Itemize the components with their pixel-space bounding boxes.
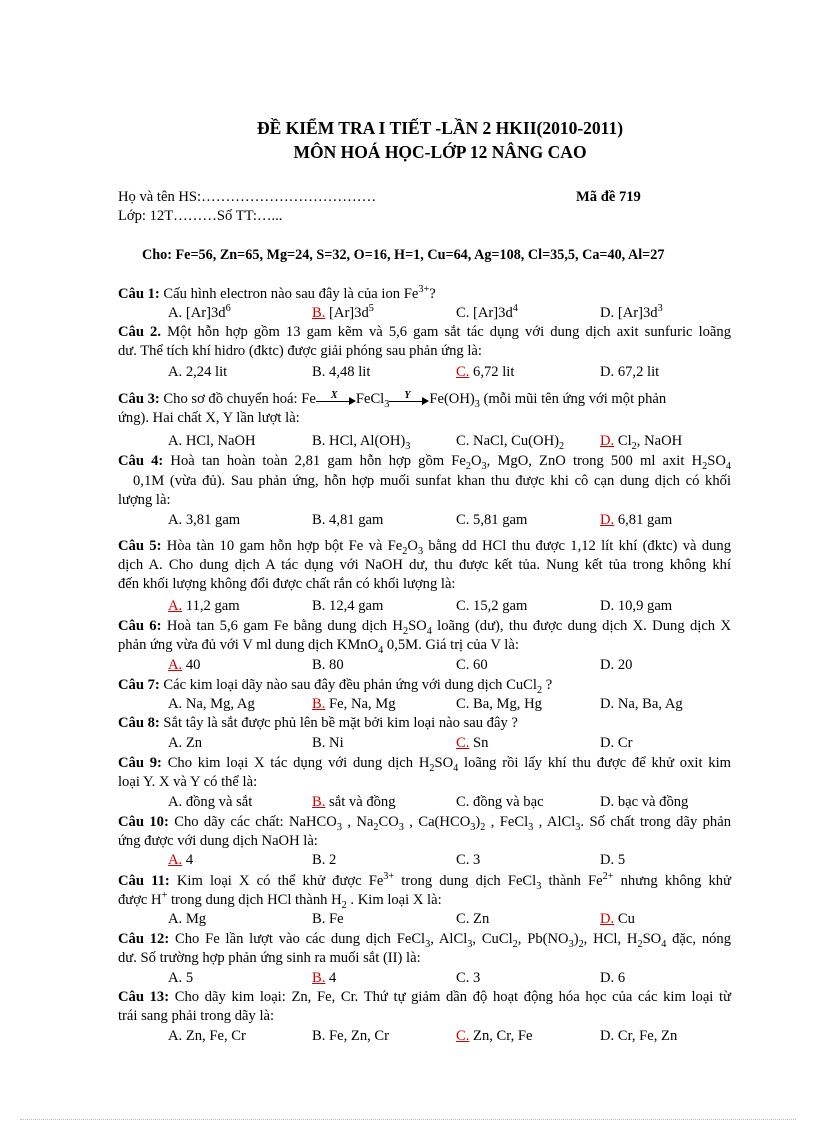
q10-option-b[interactable]: B. 2 [312,852,337,868]
question-2: Câu 2. Một hỗn hợp gồm 13 gam kẽm và 5,6 gam sắt tác dụng với dung dịch axit sunfuric loãng [118,324,731,340]
q9-option-b[interactable]: B. sắt và đồng [312,794,396,810]
q6-option-b[interactable]: B. 80 [312,657,344,673]
question-3-cont: ứng). Hai chất X, Y lần lượt là: [118,410,300,426]
question-12-cont: dư. Số trường hợp phản ứng sinh ra muối sắt (II) là: [118,950,421,966]
question-4-cont2: lượng là: [118,492,171,508]
q2-option-c[interactable]: C. 6,72 lit [456,364,515,380]
q5-option-a[interactable]: A. 11,2 gam [168,598,240,614]
q10-option-c[interactable]: C. 3 [456,852,481,868]
q11-option-a[interactable]: A. Mg [168,911,207,927]
question-4: Câu 4: Hoà tan hoàn toàn 2,81 gam hỗn hợp gồm $Fe_2O_3$, MgO, ZnO trong 500 ml axit $H_2SO_4$ [118,453,731,472]
q4-option-c[interactable]: C. 5,81 gam [456,512,528,528]
question-5-cont2: đến khối lượng không đổi được chất rắn có khối lượng là: [118,576,456,592]
q1-option-b[interactable]: B. $[Ar]3d^5$ [312,303,374,321]
q13-option-b[interactable]: B. Fe, Zn, Cr [312,1028,390,1044]
question-10-cont: ứng được với dung dịch NaOH là: [118,833,318,849]
q13-option-c[interactable]: C. Zn, Cr, Fe [456,1028,533,1044]
q6-option-d[interactable]: D. 20 [600,657,633,673]
q9-option-a[interactable]: A. đồng và sắt [168,794,253,810]
q9-option-d[interactable]: D. bạc và đồng [600,794,689,810]
question-5-cont: dịch A. Cho dung dịch A tác dụng với NaOH dư, thu được kết tủa. Nung kết tủa trong không khí [118,557,732,573]
q7-option-b[interactable]: B. Fe, Na, Mg [312,696,396,712]
question-5: Câu 5: Hòa tàn 10 gam hỗn hợp bột Fe và $Fe_2O_3$ bằng dd HCl thu được 1,12 lít khí (đktc) và dung [118,538,732,557]
q5-option-c[interactable]: C. 15,2 gam [456,598,528,614]
q4-option-a[interactable]: A. 3,81 gam [168,512,241,528]
q7-option-c[interactable]: C. Ba, Mg, Hg [456,696,542,712]
q11-option-c[interactable]: C. Zn [456,911,490,927]
q11-option-d[interactable]: D. Cu [600,911,635,927]
exam-subtitle: MÔN HOÁ HỌC-LỚP 12 NÂNG CAO [293,142,587,162]
q4-option-b[interactable]: B. 4,81 gam [312,512,384,528]
q13-option-d[interactable]: D. Cr, Fe, Zn [600,1028,678,1044]
q10-option-d[interactable]: D. 5 [600,852,626,868]
q1-option-c[interactable]: C. $[Ar]3d^4$ [456,303,518,321]
q10-option-a[interactable]: A. 4 [168,852,194,868]
question-6-cont: phản ứng vừa đủ với V ml dung dịch KMnO$_4$ 0,5M. Giá trị của V là: [118,637,519,656]
q8-option-b[interactable]: B. Ni [312,735,344,751]
question-8: Câu 8: Sắt tây là sắt được phủ lên bề mặt bởi kim loại nào sau đây ? [118,715,518,731]
q8-option-c[interactable]: C. Sn [456,735,489,751]
question-9-cont: loại Y. X và Y có thể là: [118,774,258,790]
q12-option-c[interactable]: C. 3 [456,970,481,986]
q12-option-a[interactable]: A. 5 [168,970,194,986]
q2-option-d[interactable]: D. 67,2 lit [600,364,660,380]
page-bottom-divider [20,1119,796,1120]
question-2-cont: dư. Thể tích khí hidro (đktc) được giải phóng sau phản ứng là: [118,343,482,359]
q5-option-d[interactable]: D. 10,9 gam [600,598,673,614]
exam-title: ĐỀ KIỂM TRA I TIẾT -LẦN 2 HKII(2010-2011) [256,118,624,138]
atomic-masses: Cho: Fe=56, Zn=65, Mg=24, S=32, O=16, H=1, Cu=64, Ag=108, Cl=35,5, Ca=40, Al=27 [142,247,665,263]
question-10: Câu 10: Cho dãy các chất: NaHCO$_3$ , $Na_2CO_3$ , $Ca(HCO_3)_2$ , FeCl$_3$ , AlCl$_3$. Số chất trong dãy phản [118,814,732,833]
arrow-icon: Y [389,395,429,405]
q4-option-d[interactable]: D. 6,81 gam [600,512,673,528]
question-1: Câu 1: Cấu hình electron nào sau đây là của ion $Fe^{3+}$? [118,284,436,302]
exam-code: Mã đề 719 [576,189,641,205]
question-12: Câu 12: Cho Fe lần lượt vào các dung dịch FeCl$_3$, AlCl$_3$, CuCl$_2$, $Pb(NO_3)_2$, HCl, $H_2SO_4$ đặc, nóng [118,931,732,950]
q12-option-b[interactable]: B. 4 [312,970,337,986]
q8-option-a[interactable]: A. Zn [168,735,203,751]
question-9: Câu 9: Cho kim loại X tác dụng với dung dịch $H_2SO_4$ loãng rồi lấy khí thu được để khử oxit kim [118,755,731,774]
q3-option-c[interactable]: C. NaCl, $Cu(OH)_2$ [456,433,565,452]
student-name-field: Họ và tên HS:……………………………… [118,189,377,205]
question-11: Câu 11: Kim loại X có thể khử được $Fe^{3+}$ trong dung dịch FeCl$_3$ thành $Fe^{2+}$ nhưng không khử [118,871,731,892]
q11-option-b[interactable]: B. Fe [312,911,344,927]
q6-option-c[interactable]: C. 60 [456,657,488,673]
question-13: Câu 13: Cho dãy kim loại: Zn, Fe, Cr. Thứ tự giảm dần độ hoạt động hóa học của các kim loại từ [118,989,731,1005]
q7-option-a[interactable]: A. Na, Mg, Ag [168,696,255,712]
class-field: Lớp: 12T………Số TT:…... [118,208,283,224]
question-7: Câu 7: Các kim loại dãy nào sau đây đều phản ứng với dung dịch CuCl$_2$ ? [118,677,553,696]
q13-option-a[interactable]: A. Zn, Fe, Cr [168,1028,246,1044]
question-6: Câu 6: Hoà tan 5,6 gam Fe bằng dung dịch $H_2SO_4$ loãng (dư), thu được dung dịch X. Dung dịch X [118,618,731,637]
q6-option-a[interactable]: A. 40 [168,657,201,673]
question-13-cont: trái sang phải trong dãy là: [118,1008,275,1024]
q8-option-d[interactable]: D. Cr [600,735,633,751]
question-3: Câu 3: Cho sơ đồ chuyển hoá: Fe X FeCl$_3$ Y $Fe(OH)_3$ (mỗi mũi tên ứng với một phản [118,389,667,410]
question-11-cont: được H+ trong dung dịch HCl thành $H_2$ . Kim loại X là: [118,890,442,911]
q3-option-d[interactable]: D. $Cl_2$, NaOH [600,433,683,452]
q9-option-c[interactable]: C. đồng và bạc [456,794,544,810]
q1-option-a[interactable]: A. $[Ar]3d^6$ [168,303,231,321]
arrow-icon: X [316,395,356,405]
q7-option-d[interactable]: D. Na, Ba, Ag [600,696,683,712]
q2-option-b[interactable]: B. 4,48 lit [312,364,371,380]
q1-option-d[interactable]: D. $[Ar]3d^3$ [600,303,663,321]
q3-option-b[interactable]: B. HCl, $Al(OH)_3$ [312,433,411,452]
q5-option-b[interactable]: B. 12,4 gam [312,598,384,614]
q3-option-a[interactable]: A. HCl, NaOH [168,433,256,449]
q2-option-a[interactable]: A. 2,24 lit [168,364,228,380]
q12-option-d[interactable]: D. 6 [600,970,626,986]
question-4-cont: 0,1M (vừa đủ). Sau phản ứng, hỗn hợp muối sunfat khan thu được khi cô cạn dung dịch có khối [133,473,731,489]
